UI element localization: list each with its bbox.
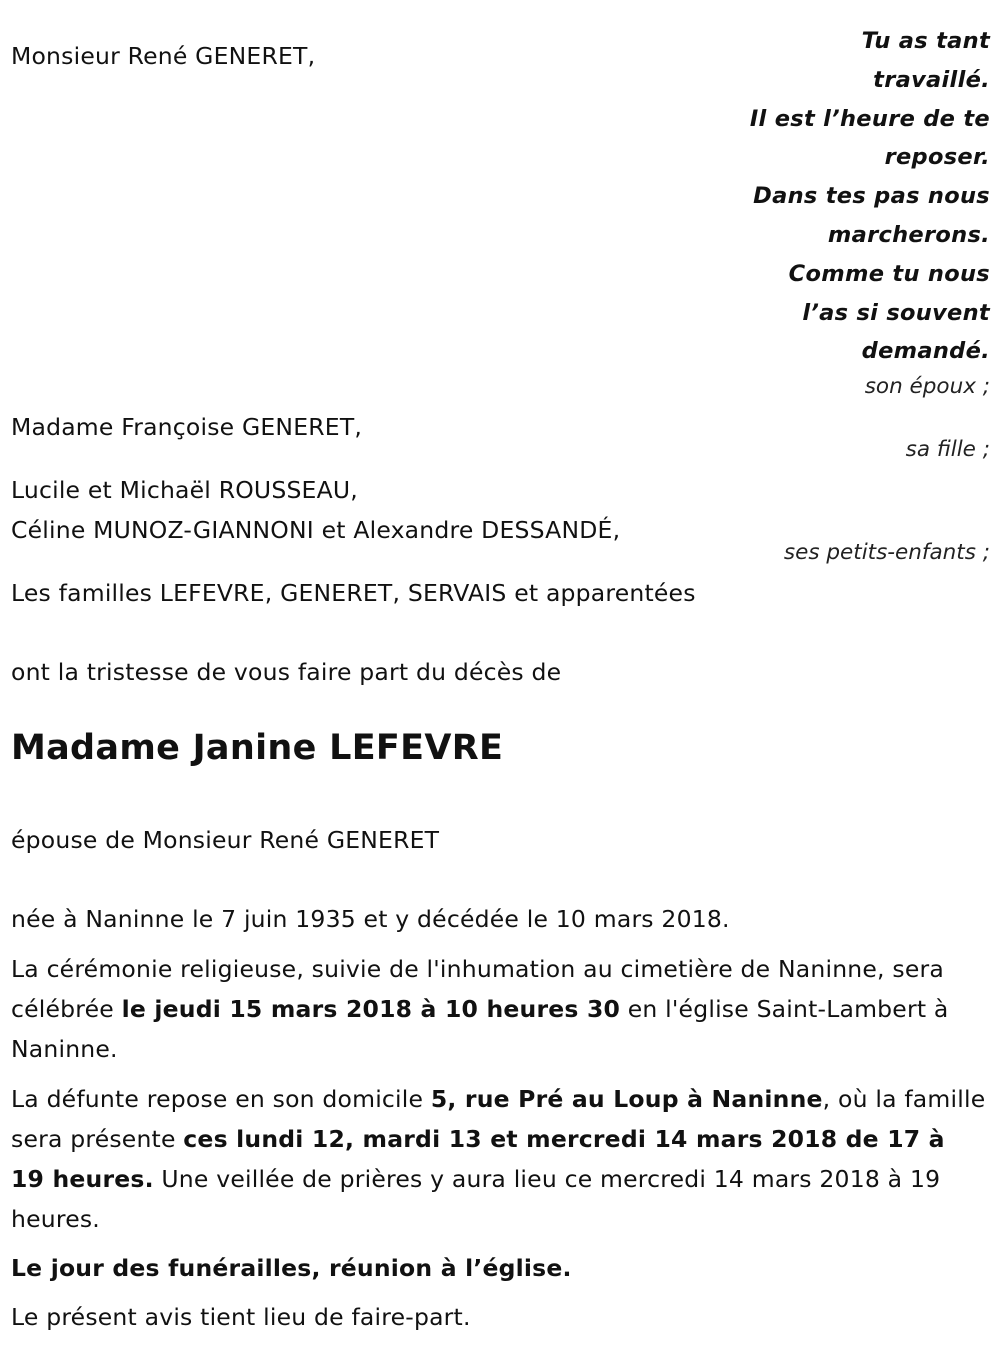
ceremony-paragraph	[11, 949, 986, 1069]
daughter-name: Madame Françoise GENERET,	[11, 413, 363, 441]
daughter-relation: sa fille ;	[905, 437, 990, 462]
visitation-paragraph	[11, 1079, 986, 1239]
other-families: Les familles LEFEVRE, GENERET, SERVAIS et apparentées	[11, 579, 696, 607]
spouse-relation: son époux ;	[864, 374, 990, 399]
birth-death-line: née à Naninne le 7 juin 1935 et y décédée le 10 mars 2018.	[11, 905, 730, 933]
closing-note: Le présent avis tient lieu de faire-part.	[11, 1303, 471, 1331]
ceremony-place: en l'église Saint-Lambert à Naninne.	[11, 995, 949, 1063]
ceremony-datetime: le jeudi 15 mars 2018 à 10 heures 30	[121, 995, 621, 1023]
announcement: ont la tristesse de vous faire part du décès de	[11, 658, 562, 686]
poem-line: demandé.	[861, 338, 990, 365]
poem-line: reposer.	[884, 144, 990, 171]
visitation-text: La défunte repose en son domicile	[11, 1085, 431, 1113]
poem	[730, 22, 990, 371]
poem-line: marcherons.	[827, 221, 990, 248]
vigil-text: Une veillée de prières y aura lieu ce mercredi 14 mars 2018 à 19 heures.	[11, 1165, 941, 1233]
grandchildren-relation: ses petits-enfants ;	[783, 540, 990, 565]
spouse-name: Monsieur René GENERET,	[11, 42, 316, 70]
ceremony-text: La cérémonie religieuse, suivie de l'inhumation au cimetière de Naninne, sera célébrée	[11, 955, 944, 1023]
funeral-note: Le jour des funérailles, réunion à l’église.	[11, 1254, 572, 1282]
grandchild-name: Lucile et Michaël ROUSSEAU,	[11, 476, 358, 504]
poem-line: l’as si souvent	[802, 299, 990, 326]
poem-line: travaillé.	[873, 66, 990, 93]
grandchild-name: Céline MUNOZ-GIANNONI et Alexandre DESSANDÉ,	[11, 516, 621, 544]
visitation-address: 5, rue Pré au Loup à Naninne	[430, 1085, 823, 1113]
deceased-name: Madame Janine LEFEVRE	[11, 728, 504, 768]
poem-line: Comme tu nous	[788, 260, 990, 287]
deceased-spouse-line: épouse de Monsieur René GENERET	[11, 826, 440, 854]
visitation-dates: ces lundi 12, mardi 13 et mercredi 14 mars 2018 de 17 à 19 heures.	[11, 1125, 945, 1193]
visitation-text: , où la famille sera présente	[11, 1085, 986, 1153]
poem-line: Tu as tant	[861, 28, 990, 54]
poem-line: Il est l’heure de te	[749, 105, 990, 132]
poem-line: Dans tes pas nous	[753, 183, 990, 210]
